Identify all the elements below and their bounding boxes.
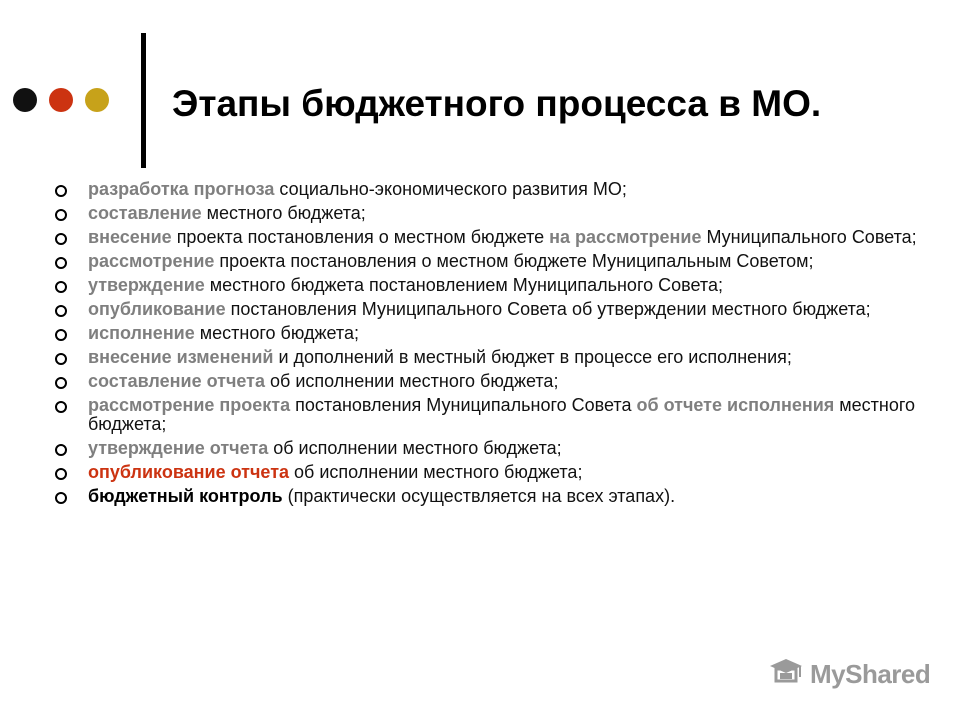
item-text: проекта постановления о местном бюджете Муниципальным Советом; [214, 251, 814, 271]
item-keyword: утверждение отчета [88, 438, 269, 458]
item-text: об исполнении местного бюджета; [268, 438, 562, 458]
list-item [55, 487, 935, 506]
item-keyword: составление [88, 203, 202, 223]
list-item [55, 180, 935, 199]
item-keyword: рассмотрение [88, 251, 215, 271]
list-item [55, 276, 935, 295]
item-keyword: исполнение [88, 323, 195, 343]
list-item [55, 300, 935, 319]
item-text: постановления Муниципального Совета об утверждении местного бюджета; [225, 299, 871, 319]
item-keyword: утверждение [88, 275, 205, 295]
item-text: местного бюджета; [88, 395, 916, 434]
item-text: местного бюджета; [201, 203, 366, 223]
slide-title: Этапы бюджетного процесса в МО. [172, 83, 822, 124]
dot-black [13, 88, 37, 112]
list-item [55, 204, 935, 223]
watermark-text: MyShared [810, 659, 931, 689]
item-text: социально-экономического развития МО; [274, 179, 627, 199]
bullet-list [55, 180, 935, 511]
mortarboard-icon [768, 657, 804, 692]
item-keyword: опубликование [88, 299, 226, 319]
item-keyword: разработка прогноза [88, 179, 275, 199]
decor-dots [13, 88, 109, 112]
item-text: местного бюджета; [194, 323, 359, 343]
item-keyword: составление отчета [88, 371, 266, 391]
list-item [55, 348, 935, 367]
item-keyword: об отчете исполнения [636, 395, 835, 415]
item-keyword: опубликование отчета [88, 462, 290, 482]
title-divider [141, 33, 146, 168]
dot-gold [85, 88, 109, 112]
watermark-logo [768, 657, 930, 692]
item-keyword: бюджетный контроль [88, 486, 283, 506]
item-text: проекта постановления о местном бюджете [171, 227, 550, 247]
item-keyword: на рассмотрение [549, 227, 702, 247]
list-item [55, 252, 935, 271]
item-text: об исполнении местного бюджета; [265, 371, 559, 391]
item-keyword: рассмотрение проекта [88, 395, 291, 415]
list-item [55, 396, 935, 434]
item-keyword: внесение изменений [88, 347, 274, 367]
dot-red [49, 88, 73, 112]
item-text: постановления Муниципального Совета [290, 395, 637, 415]
list-item [55, 463, 935, 482]
item-text: об исполнении местного бюджета; [289, 462, 583, 482]
item-keyword: внесение [88, 227, 172, 247]
list-item [55, 324, 935, 343]
list-item [55, 228, 935, 247]
item-text: Муниципального Совета; [701, 227, 917, 247]
item-text: (практически осуществляется на всех этапах). [282, 486, 676, 506]
item-text: и дополнений в местный бюджет в процессе его исполнения; [273, 347, 792, 367]
list-item [55, 439, 935, 458]
list-item [55, 372, 935, 391]
item-text: местного бюджета постановлением Муниципального Совета; [204, 275, 723, 295]
